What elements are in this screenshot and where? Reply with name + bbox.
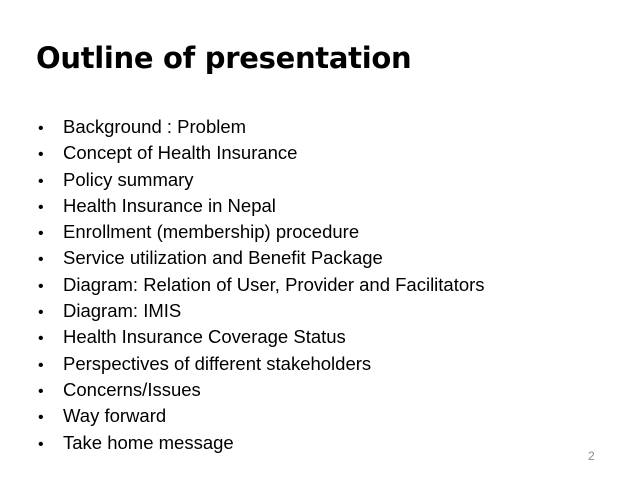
outline-item — [38, 219, 485, 245]
bullet-icon: • — [38, 198, 44, 216]
outline-list — [38, 114, 485, 456]
outline-item-label: Take home message — [63, 431, 234, 453]
bullet-icon: • — [38, 277, 44, 295]
outline-item-label: Policy summary — [63, 168, 194, 190]
bullet-icon: • — [38, 409, 44, 427]
outline-item — [38, 114, 485, 140]
page-number: 2 — [588, 449, 595, 463]
outline-item-label: Diagram: Relation of User, Provider and Facilitators — [63, 273, 485, 295]
outline-item — [38, 324, 485, 350]
outline-item — [38, 193, 485, 219]
bullet-icon: • — [38, 382, 44, 400]
outline-item-label: Background : Problem — [63, 116, 247, 137]
bullet-icon: • — [38, 304, 44, 322]
outline-item — [38, 403, 485, 429]
outline-item — [38, 140, 485, 166]
outline-item-label: Health Insurance Coverage Status — [63, 326, 346, 348]
bullet-icon: • — [38, 435, 44, 453]
bullet-icon: • — [38, 146, 44, 164]
bullet-icon: • — [38, 120, 44, 137]
outline-item — [38, 167, 485, 193]
outline-item-label: Diagram: IMIS — [63, 300, 182, 322]
outline-item — [38, 245, 485, 271]
outline-item-label: Enrollment (membership) procedure — [63, 221, 360, 243]
bullet-icon: • — [38, 172, 44, 190]
outline-item-label: Perspectives of different stakeholders — [63, 352, 372, 374]
outline-item — [38, 377, 485, 403]
bullet-icon: • — [38, 356, 44, 374]
outline-item-label: Concerns/Issues — [63, 378, 201, 400]
bullet-icon: • — [38, 251, 44, 269]
outline-item-label: Concept of Health Insurance — [63, 142, 298, 164]
outline-item-label: Health Insurance in Nepal — [63, 194, 276, 216]
bullet-icon: • — [38, 330, 44, 348]
outline-item — [38, 351, 485, 377]
outline-item — [38, 430, 485, 456]
outline-item-label: Service utilization and Benefit Package — [63, 247, 383, 269]
outline-item — [38, 272, 485, 298]
outline-item — [38, 298, 485, 324]
bullet-icon: • — [38, 225, 44, 243]
slide-title: Outline of presentation — [36, 41, 412, 75]
outline-item-label: Way forward — [63, 405, 167, 427]
